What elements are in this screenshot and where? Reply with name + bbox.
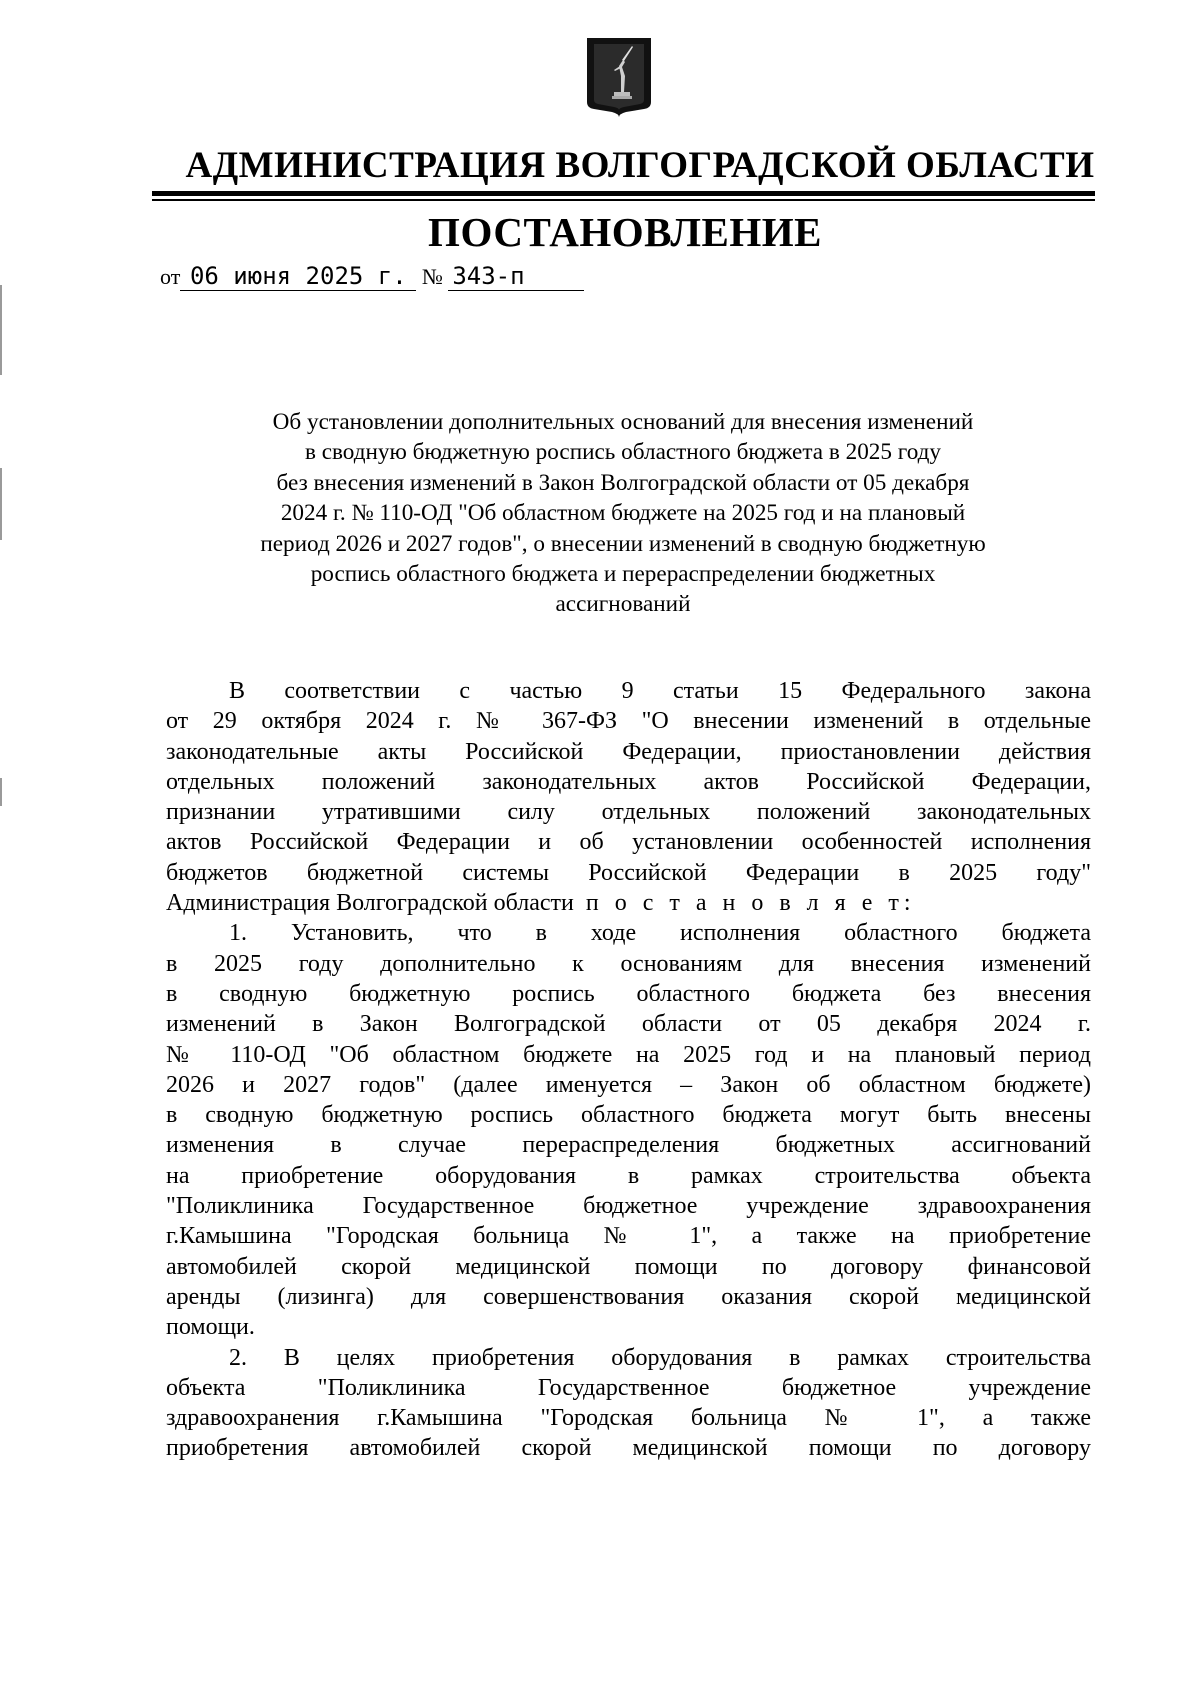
body-line: в 2025 году дополнительно к основаниям для внесения изменений [166,950,1091,977]
body-line: аренды (лизинга) для совершенствования оказания скорой медицинской [166,1283,1091,1310]
body-line: № 110-ОД "Об областном бюджете на 2025 год и на плановый период [166,1041,1091,1068]
title-line: роспись областного бюджета и перераспределении бюджетных [310,561,936,588]
title-line: период 2026 и 2027 годов", о внесении изменений в сводную бюджетную [260,530,986,557]
body-line: В соответствии с частью 9 статьи 15 Федерального закона [229,678,1091,704]
title-line: 2024 г. № 110-ОД "Об областном бюджете на 2025 год и на плановый [280,500,966,527]
document-type: ПОСТАНОВЛЕНИЕ [428,209,822,255]
header-rule-thin [152,199,1095,201]
body-line: "Поликлиника Государственное бюджетное учреждение здравоохранения [166,1193,1091,1220]
body-line: бюджетов бюджетной системы Российской Федерации в 2025 году" [166,859,1091,886]
body-line-resolves [166,888,1091,918]
body-line: признании утратившими силу отдельных положений законодательных [166,799,1091,826]
body-line: Администрация Волгоградской области [166,890,574,917]
body-line: в сводную бюджетную роспись областного бюджета без внесения [166,980,1091,1007]
date-from-label: от [160,264,181,289]
resolves-word: п о с т а н о в л я е т: [585,890,916,917]
body-line: автомобилей скорой медицинской помощи по договору финансовой [166,1253,1091,1280]
body-line: 1. Установить, что в ходе исполнения областного бюджета [229,920,1091,947]
document-number: 343-п [448,262,584,291]
body-line: законодательные акты Российской Федерации, приостановлении действия [166,738,1091,765]
body-line: изменений в Закон Волгоградской области от 05 декабря 2024 г. [166,1011,1091,1038]
body-line: изменения в случае перераспределения бюджетных ассигнований [166,1132,1091,1159]
body-line: от 29 октября 2024 г. № 367-ФЗ "О внесении изменений в отдельные [166,708,1091,735]
date-number-line [160,262,584,291]
body-line: актов Российской Федерации и об установлении особенностей исполнения [166,829,1091,856]
title-line: Об установлении дополнительных оснований для внесения изменений [272,409,974,435]
number-label: № [421,264,443,289]
volgograd-coat-of-arms-icon [584,36,654,118]
body-line: приобретения автомобилей скорой медицинской помощи по договору [166,1435,1091,1462]
scan-edge-mark [0,285,2,375]
scan-edge-mark [0,778,2,806]
document-body [166,676,1091,1464]
body-line: помощи. [166,1314,255,1341]
document-title [150,407,1096,620]
body-line: 2. В целях приобретения оборудования в рамках строительства [229,1344,1091,1371]
body-line: отдельных положений законодательных актов Российской Федерации, [166,768,1091,795]
body-line: г.Камышина "Городская больница № 1", а также на приобретение [166,1223,1091,1250]
title-line: без внесения изменений в Закон Волгоградской области от 05 декабря [276,469,970,496]
title-line: в сводную бюджетную роспись областного бюджета в 2025 году [304,439,942,466]
body-line: в сводную бюджетную роспись областного бюджета могут быть внесены [166,1102,1091,1129]
scan-edge-mark [0,468,2,540]
body-line: на приобретение оборудования в рамках строительства объекта [166,1162,1091,1189]
organization-name: АДМИНИСТРАЦИЯ ВОЛГОГРАДСКОЙ ОБЛАСТИ [185,145,1095,186]
title-line: ассигнований [555,591,691,618]
body-line: объекта "Поликлиника Государственное бюджетное учреждение [166,1374,1091,1401]
body-line: здравоохранения г.Камышина "Городская больница № 1", а также [166,1405,1091,1432]
body-line: 2026 и 2027 годов" (далее именуется – Закон об областном бюджете) [166,1071,1091,1098]
document-date: 06 июня 2025 г. [180,262,416,291]
header-rule-thick [152,191,1095,196]
